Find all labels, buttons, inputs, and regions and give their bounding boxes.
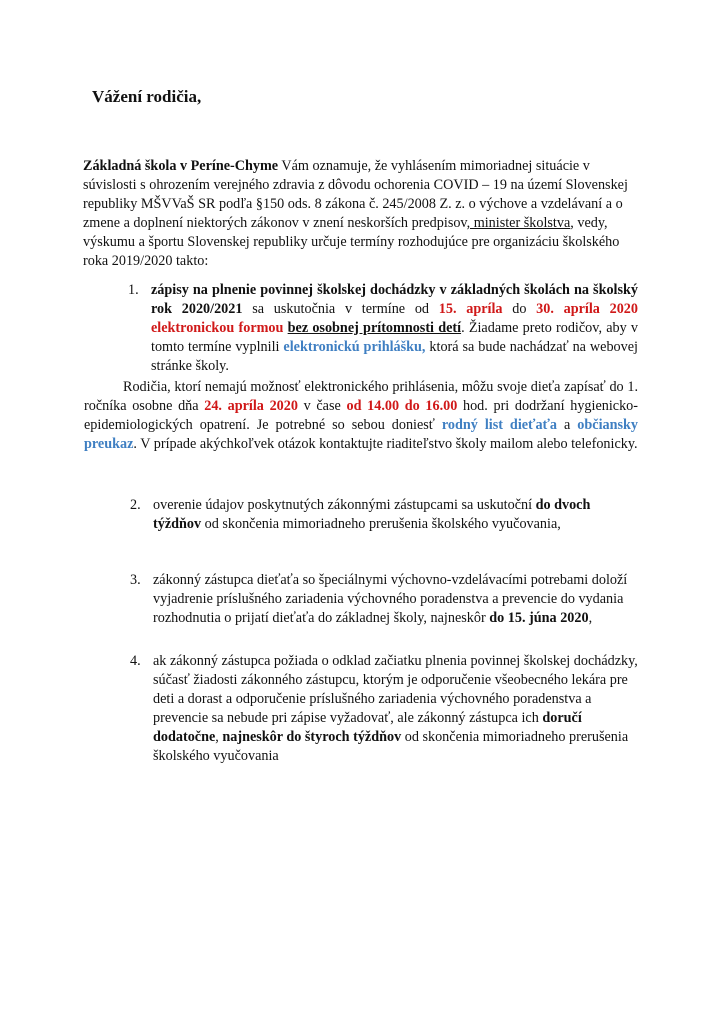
item3-text-1: zákonný zástupca dieťaťa so špeciálnymi výchovno-vzdelávacími potrebami doloží vyjadrenie príslušného zariadenia výchovného poradenstva a prevencie do vydania rozhodnutia o prijatí dieťaťa do základnej školy, najneskôr bbox=[153, 572, 628, 626]
item1-text-1: sa uskutočnia v termíne od bbox=[242, 301, 439, 317]
para2-text-3: hod. pri dodržaní hygienicko-epidemiologických opatrení. Je potrebné so sebou doniesť bbox=[84, 398, 638, 433]
list-number: 4. bbox=[130, 653, 141, 669]
para2-text-1: Rodičia, ktorí nemajú možnosť elektronického prihlásenia, môžu svoje dieťa zapísať do 1. ročníka osobne dňa bbox=[84, 379, 638, 414]
no-presence-note: bez osobnej prítomnosti detí bbox=[287, 320, 462, 336]
intro-text-underlined: , minister školstva bbox=[466, 215, 571, 231]
deliver-later: doručí dodatočne bbox=[153, 710, 582, 745]
list-number: 1. bbox=[128, 282, 139, 298]
para2-text-5: . V prípade akýchkoľvek otázok kontaktujte riaditeľstvo školy mailom alebo telefonicky. bbox=[133, 436, 638, 452]
list-item-4-text bbox=[153, 652, 640, 766]
id-card: občiansky preukaz bbox=[84, 417, 638, 452]
in-person-paragraph bbox=[84, 378, 638, 454]
date-to: 30. apríla 2020 bbox=[536, 301, 638, 317]
school-name: Základná škola v Períne-Chyme bbox=[83, 158, 279, 174]
item1-text-2: do bbox=[502, 301, 537, 317]
in-person-time: od 14.00 do 16.00 bbox=[346, 398, 458, 414]
intro-paragraph bbox=[83, 157, 628, 271]
intro-text-a: Vám oznamuje, že vyhlásením mimoriadnej situácie v súvislosti s ohrozením verejného zdravia z dôvodu ochorenia COVID – 19 na území Slovenskej republiky MŠVVaŠ SR podľa §150 ods. 8 zákona č. 245/2008 Z. z. o výchove a vzdelávaní a o zmene a doplnení niektorých zákonov v znení neskorších predpisov bbox=[83, 158, 628, 231]
para2-text-4: a bbox=[557, 417, 578, 433]
two-weeks-deadline: do dvoch týždňov bbox=[153, 497, 591, 532]
list-item-3-text bbox=[153, 571, 640, 628]
item2-text-1: overenie údajov poskytnutých zákonnými zástupcami sa uskutoční bbox=[153, 497, 536, 513]
greeting-heading: Vážení rodičia, bbox=[92, 87, 202, 106]
electronic-form: elektronickou formou bbox=[151, 320, 284, 336]
item4-text-3: od skončenia mimoriadneho prerušenia školského vyučovania bbox=[153, 729, 629, 764]
birth-certificate: rodný list dieťaťa bbox=[441, 417, 558, 433]
item3-text-2: , bbox=[588, 610, 593, 626]
item4-text-2: , bbox=[215, 729, 223, 745]
intro-text-b: , vedy, výskumu a športu Slovenskej republiky určuje termíny rozhodujúce pre organizáciu školského roka 2019/2020 takto: bbox=[83, 215, 620, 269]
list-item-2-text bbox=[153, 496, 598, 534]
item1-text-5: . Žiadame preto rodičov, aby v tomto termíne vyplnili bbox=[151, 320, 638, 355]
item2-text-2: od skončenia mimoriadneho prerušenia školského vyučovania, bbox=[201, 516, 561, 532]
item1-text-6: ktorá sa bude nachádzať na webovej stránke školy. bbox=[151, 339, 638, 374]
list-number: 2. bbox=[130, 497, 141, 513]
para2-text-2: v čase bbox=[297, 398, 347, 414]
june-deadline: do 15. júna 2020 bbox=[489, 610, 589, 626]
enrollment-title: zápisy na plnenie povinnej školskej dochádzky v základných školách na školský rok 2020/2021 bbox=[151, 282, 638, 317]
item4-text-1: ak zákonný zástupca požiada o odklad začiatku plnenia povinnej školskej dochádzky, súčasť žiadosti zákonného zástupcu, ktorým je odporučenie všeobecného lekára pre deti a dorast a odporučenie príslušného zariadenia výchovného poradenstva a prevencie sa nebude pri zápise vyžadovať, ale zákonný zástupca ich bbox=[153, 653, 638, 726]
electronic-application: elektronickú prihlášku, bbox=[283, 339, 426, 355]
four-weeks-deadline: najneskôr do štyroch týždňov bbox=[222, 729, 402, 745]
list-number: 3. bbox=[130, 572, 141, 588]
in-person-date: 24. apríla 2020 bbox=[204, 398, 298, 414]
list-item-1-text bbox=[151, 281, 638, 376]
date-from: 15. apríla bbox=[438, 301, 503, 317]
